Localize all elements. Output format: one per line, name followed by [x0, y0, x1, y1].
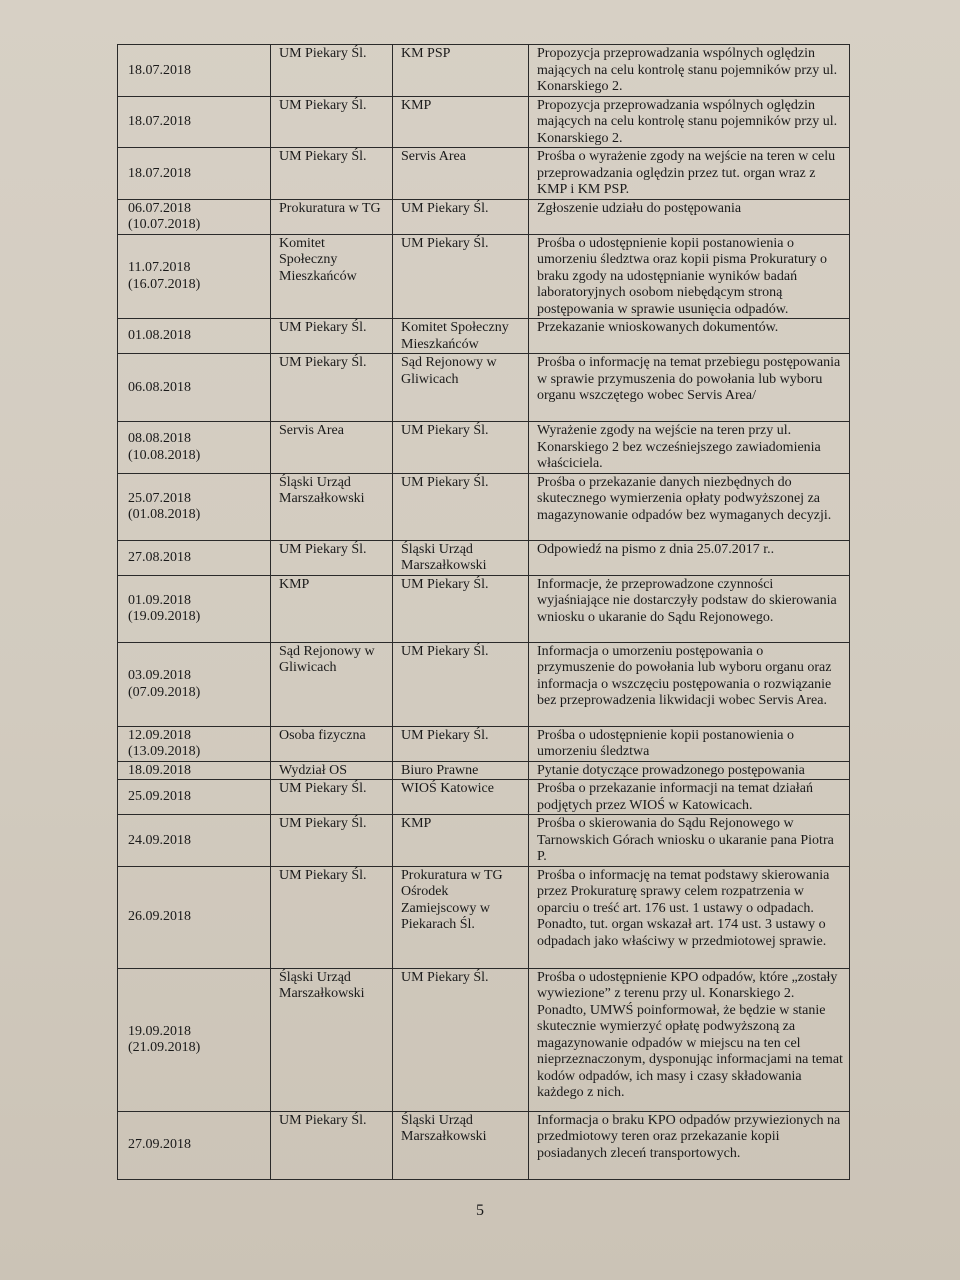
- table-row: [118, 234, 850, 319]
- description-cell: Prośba o udostępnienie KPO odpadów, które „zostały wywiezione” z terenu przy ul. Konarskiego 2. Ponadto, UMWŚ poinformował, że będzie w stanie skutecznie wymierzyć opłatę podwyższoną za magazynowanie odpadów w miejscu na ten cel nieprzeznaczonym, dysponując informacjami na temat kodów odpadów, ich masy i czasy składowania każdego z nich.: [529, 968, 850, 1111]
- date-cell: 18.07.2018: [118, 96, 271, 148]
- description-cell: Prośba o skierowania do Sądu Rejonowego w Tarnowskich Górach wniosku o ukaranie pana Piotra P.: [529, 815, 850, 867]
- sender-cell: Śląski Urząd Marszałkowski: [271, 473, 393, 540]
- description-cell: Prośba o przekazanie danych niezbędnych do skutecznego wymierzenia opłaty podwyższonej za magazynowanie odpadów bez wymaganych decyzji.: [529, 473, 850, 540]
- sender-cell: UM Piekary Śl.: [271, 45, 393, 97]
- date-cell: 03.09.2018 (07.09.2018): [118, 642, 271, 726]
- recipient-cell: WIOŚ Katowice: [393, 780, 529, 815]
- description-cell: Prośba o udostępnienie kopii postanowienia o umorzeniu śledztwa oraz kopii pisma Prokuratury o braku zgody na udostępnianie wyników badań laboratoryjnych osobom niebędącym stroną postępowania w sprawie usunięcia odpadów.: [529, 234, 850, 319]
- date-cell: 01.09.2018 (19.09.2018): [118, 575, 271, 642]
- recipient-cell: KM PSP: [393, 45, 529, 97]
- sender-cell: UM Piekary Śl.: [271, 1111, 393, 1179]
- table-row: [118, 540, 850, 575]
- date-cell: 25.07.2018 (01.08.2018): [118, 473, 271, 540]
- date-cell: 19.09.2018 (21.09.2018): [118, 968, 271, 1111]
- date-cell: 26.09.2018: [118, 866, 271, 968]
- table-row: [118, 319, 850, 354]
- correspondence-table: [117, 44, 850, 1180]
- sender-cell: Prokuratura w TG: [271, 199, 393, 234]
- correspondence-table-body: [118, 45, 850, 1180]
- description-cell: Prośba o informację na temat przebiegu postępowania w sprawie przymuszenia do powołania lub wyboru organu wszczętego wobec Servis Area/: [529, 354, 850, 422]
- table-row: [118, 642, 850, 726]
- table-row: [118, 422, 850, 474]
- sender-cell: UM Piekary Śl.: [271, 148, 393, 200]
- date-cell: 18.07.2018: [118, 45, 271, 97]
- description-cell: Propozycja przeprowadzania wspólnych oględzin mających na celu kontrolę stanu pojemników przy ul. Konarskiego 2.: [529, 96, 850, 148]
- sender-cell: UM Piekary Śl.: [271, 354, 393, 422]
- date-cell: 27.09.2018: [118, 1111, 271, 1179]
- sender-cell: Osoba fizyczna: [271, 726, 393, 761]
- table-row: [118, 866, 850, 968]
- date-cell: 25.09.2018: [118, 780, 271, 815]
- table-row: [118, 354, 850, 422]
- sender-cell: Śląski Urząd Marszałkowski: [271, 968, 393, 1111]
- description-cell: Prośba o udostępnienie kopii postanowienia o umorzeniu śledztwa: [529, 726, 850, 761]
- table-row: [118, 96, 850, 148]
- sender-cell: UM Piekary Śl.: [271, 780, 393, 815]
- sender-cell: UM Piekary Śl.: [271, 815, 393, 867]
- date-cell: 06.08.2018: [118, 354, 271, 422]
- description-cell: Prośba o przekazanie informacji na temat działań podjętych przez WIOŚ w Katowicach.: [529, 780, 850, 815]
- table-row: [118, 968, 850, 1111]
- recipient-cell: Komitet Społeczny Mieszkańców: [393, 319, 529, 354]
- table-row: [118, 148, 850, 200]
- description-cell: Wyrażenie zgody na wejście na teren przy ul. Konarskiego 2 bez wcześniejszego zawiadomienia właściciela.: [529, 422, 850, 474]
- sender-cell: UM Piekary Śl.: [271, 866, 393, 968]
- description-cell: Prośba o wyrażenie zgody na wejście na teren w celu przeprowadzania oględzin przez tut. organ wraz z KMP i KM PSP.: [529, 148, 850, 200]
- date-cell: 18.07.2018: [118, 148, 271, 200]
- sender-cell: Sąd Rejonowy w Gliwicach: [271, 642, 393, 726]
- date-cell: 18.09.2018: [118, 761, 271, 780]
- sender-cell: Servis Area: [271, 422, 393, 474]
- sender-cell: KMP: [271, 575, 393, 642]
- recipient-cell: Śląski Urząd Marszałkowski: [393, 540, 529, 575]
- recipient-cell: KMP: [393, 815, 529, 867]
- date-cell: 08.08.2018 (10.08.2018): [118, 422, 271, 474]
- date-cell: 24.09.2018: [118, 815, 271, 867]
- sender-cell: Komitet Społeczny Mieszkańców: [271, 234, 393, 319]
- sender-cell: UM Piekary Śl.: [271, 319, 393, 354]
- recipient-cell: UM Piekary Śl.: [393, 199, 529, 234]
- recipient-cell: UM Piekary Śl.: [393, 234, 529, 319]
- sender-cell: Wydział OS: [271, 761, 393, 780]
- description-cell: Informacje, że przeprowadzone czynności wyjaśniające nie dostarczyły podstaw do skierowania wniosku o ukaranie do Sądu Rejonowego.: [529, 575, 850, 642]
- page-number: 5: [476, 1202, 484, 1219]
- sender-cell: UM Piekary Śl.: [271, 96, 393, 148]
- recipient-cell: Śląski Urząd Marszałkowski: [393, 1111, 529, 1179]
- table-row: [118, 815, 850, 867]
- table-row: [118, 45, 850, 97]
- description-cell: Zgłoszenie udziału do postępowania: [529, 199, 850, 234]
- date-cell: 27.08.2018: [118, 540, 271, 575]
- recipient-cell: UM Piekary Śl.: [393, 726, 529, 761]
- sender-cell: UM Piekary Śl.: [271, 540, 393, 575]
- recipient-cell: UM Piekary Śl.: [393, 422, 529, 474]
- recipient-cell: UM Piekary Śl.: [393, 575, 529, 642]
- recipient-cell: Sąd Rejonowy w Gliwicach: [393, 354, 529, 422]
- recipient-cell: Servis Area: [393, 148, 529, 200]
- date-cell: 12.09.2018 (13.09.2018): [118, 726, 271, 761]
- table-row: [118, 780, 850, 815]
- date-cell: 06.07.2018 (10.07.2018): [118, 199, 271, 234]
- date-cell: 01.08.2018: [118, 319, 271, 354]
- description-cell: Odpowiedź na pismo z dnia 25.07.2017 r..: [529, 540, 850, 575]
- recipient-cell: UM Piekary Śl.: [393, 642, 529, 726]
- description-cell: Informacja o umorzeniu postępowania o przymuszenie do powołania lub wyboru organu oraz informacja o wszczęciu postępowania o rozwiązanie bez przeprowadzenia likwidacji wobec Servis Area.: [529, 642, 850, 726]
- table-row: [118, 1111, 850, 1179]
- recipient-cell: Prokuratura w TG Ośrodek Zamiejscowy w Piekarach Śl.: [393, 866, 529, 968]
- table-row: [118, 726, 850, 761]
- description-cell: Przekazanie wnioskowanych dokumentów.: [529, 319, 850, 354]
- recipient-cell: Biuro Prawne: [393, 761, 529, 780]
- recipient-cell: KMP: [393, 96, 529, 148]
- recipient-cell: UM Piekary Śl.: [393, 473, 529, 540]
- description-cell: Pytanie dotyczące prowadzonego postępowania: [529, 761, 850, 780]
- table-row: [118, 473, 850, 540]
- description-cell: Informacja o braku KPO odpadów przywiezionych na przedmiotowy teren oraz przekazanie kopii posiadanych zleceń transportowych.: [529, 1111, 850, 1179]
- description-cell: Propozycja przeprowadzania wspólnych oględzin mających na celu kontrolę stanu pojemników przy ul. Konarskiego 2.: [529, 45, 850, 97]
- table-row: [118, 199, 850, 234]
- table-row: [118, 575, 850, 642]
- date-cell: 11.07.2018 (16.07.2018): [118, 234, 271, 319]
- description-cell: Prośba o informację na temat podstawy skierowania przez Prokuraturę sprawy celem rozpatrzenia w oparciu o treść art. 176 ust. 1 ustawy o odpadach. Ponadto, tut. organ wskazał art. 174 ust. 3 ustawy o odpadach jako właściwy w przedmiotowej sprawie.: [529, 866, 850, 968]
- recipient-cell: UM Piekary Śl.: [393, 968, 529, 1111]
- table-row: [118, 761, 850, 780]
